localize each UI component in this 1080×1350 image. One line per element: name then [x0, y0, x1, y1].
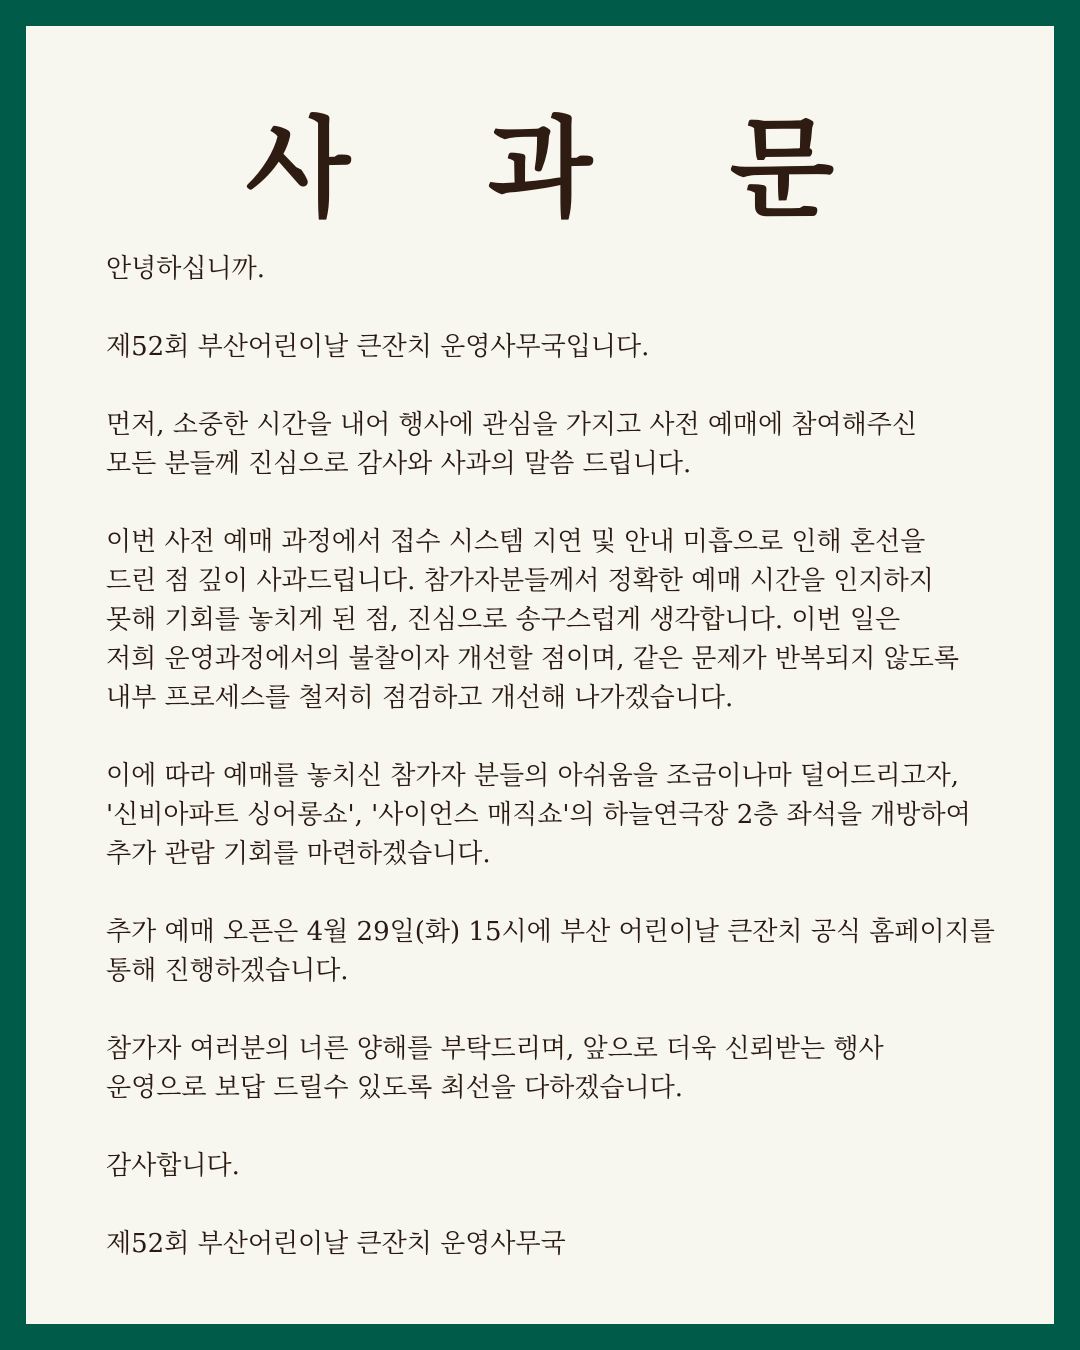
text-line: 운영으로 보답 드릴수 있도록 최선을 다하겠습니다.: [106, 1073, 684, 1103]
text-line: 감사합니다.: [106, 1151, 240, 1181]
text-line: 참가자 여러분의 너른 양해를 부탁드리며, 앞으로 더욱 신뢰받는 행사: [106, 1034, 884, 1064]
text-line: 이번 사전 예매 과정에서 접수 시스템 지연 및 안내 미흡으로 인해 혼선을: [106, 527, 926, 557]
remedy-paragraph: [106, 757, 986, 874]
text-line: 이에 따라 예매를 놓치신 참가자 분들의 아쉬움을 조금이나마 덜어드리고자,: [106, 761, 959, 791]
text-line: '신비아파트 싱어롱쇼', '사이언스 매직쇼'의 하늘연극장 2층 좌석을 개방하여: [106, 800, 971, 830]
text-line: 드린 점 깊이 사과드립니다. 참가자분들께서 정확한 예매 시간을 인지하지: [106, 566, 934, 596]
text-line: 통해 진행하겠습니다.: [106, 956, 349, 986]
text-line: 추가 예매 오픈은 4월 29일(화) 15시에 부산 어린이날 큰잔치 공식 홈페이지를: [106, 917, 995, 947]
text-line: 추가 관람 기회를 마련하겠습니다.: [106, 839, 491, 869]
apology-paragraph: [106, 523, 986, 718]
text-line: 내부 프로세스를 철저히 점검하고 개선해 나가겠습니다.: [106, 683, 734, 713]
signature-paragraph: [106, 1225, 986, 1264]
text-line: 못해 기회를 놓치게 된 점, 진심으로 송구스럽게 생각합니다. 이번 일은: [106, 605, 901, 635]
closing-paragraph: [106, 1030, 986, 1108]
text-line: 제52회 부산어린이날 큰잔치 운영사무국: [106, 1229, 566, 1259]
text-line: 안녕하십니까.: [106, 254, 265, 284]
schedule-paragraph: [106, 913, 995, 991]
notice-body: [106, 250, 995, 1303]
text-line: 저희 운영과정에서의 불찰이자 개선할 점이며, 같은 문제가 반복되지 않도록: [106, 644, 959, 674]
thanks-paragraph: [106, 406, 986, 484]
text-line: 먼저, 소중한 시간을 내어 행사에 관심을 가지고 사전 예매에 참여해주신: [106, 410, 918, 440]
text-line: 모든 분들께 진심으로 감사와 사과의 말씀 드립니다.: [106, 449, 692, 479]
intro-paragraph: [106, 328, 986, 367]
gratitude-paragraph: [106, 1147, 986, 1186]
greeting-paragraph: [106, 250, 986, 289]
text-line: 제52회 부산어린이날 큰잔치 운영사무국입니다.: [106, 332, 650, 362]
notice-paper: [26, 26, 1054, 1324]
page-title: 사 과 문: [245, 106, 885, 232]
